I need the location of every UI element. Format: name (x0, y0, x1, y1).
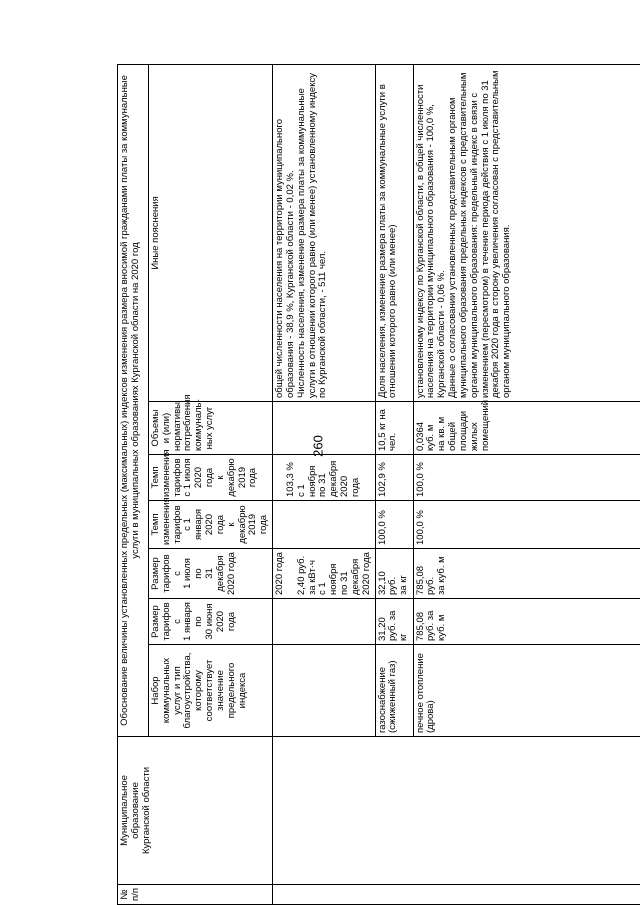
header-number: № п/п (118, 885, 273, 905)
page-number: 260 (310, 435, 326, 457)
table-row-1-growth-jan: 100,0 % (375, 501, 413, 549)
index-justification-table (117, 64, 640, 905)
cell-number (273, 885, 640, 905)
header-notes: Иные пояснения (149, 64, 273, 401)
table-row-1-tariff-jul-dec: 32,10 руб. за кг (375, 549, 413, 599)
cell-municipality (273, 737, 640, 885)
header-tariff-jan-jun: Размер тарифов с 1 января по 30 июня 2020 года (149, 599, 273, 645)
header-growth-jan: Темп изменения тарифов с 1 января 2020 года к декабрю 2019 года (149, 501, 273, 549)
header-volumes: Объемы и (или) нормативы потребления коммуналь- ных услуг (149, 402, 273, 455)
table-row-0-volumes (273, 402, 375, 455)
table-row-0-tariff-jan-jun (273, 599, 375, 645)
table-row-1-volumes: 10,5 кг на чел. (375, 402, 413, 455)
table-row-2-services: печное отопление (дрова) (413, 645, 640, 737)
table-row-2-notes: установленному индексу по Курганской области, в общей численности населения на территории муниципального образования - 100,0 %, Курганской области - 0,06 %. Данные о согласовании установленных представительным органом муниципального образования предельных индексов с представительным органом муниципального образования: предельный индекс в связи с изменением (пересмотром) в течение периода действия с 1 июля по 31 декабря 2020 года в сторону увеличения согласован с представительным органом муниципального образования. (413, 64, 640, 401)
table-row-2-tariff-jul-dec: 785,08 руб. за куб. м (413, 549, 640, 599)
table-row-0-notes: общей численности населения на территории муниципального образования - 38,9 %, Курганской области - 0,02 %. Численность населения, изменение размера платы за коммунальные услуги в отношении которого равно (или менее) установленному индексу по Курганской области, - 511 чел. (273, 64, 375, 401)
table-row-2-volumes: 0,0364 куб. м на кв. м общей площади жилых помещений (413, 402, 640, 455)
table-row-1-notes: Доля населения, изменение размера платы за коммунальные услуги в отношении которого равно (или менее) (375, 64, 413, 401)
table-row-2-growth-jul: 100,0 % (413, 455, 640, 501)
table-row-0-growth-jul: 103,3 % с 1 ноября по 31 декабря 2020 года (273, 455, 375, 501)
header-tariff-jul-dec: Размер тарифов с 1 июля по 31 декабря 2020 года (149, 549, 273, 599)
table-row-1-services: газоснабжение (сжиженный газ) (375, 645, 413, 737)
table-row-2-growth-jan: 100,0 % (413, 501, 640, 549)
header-municipality: Муниципальное образование Курганской области (118, 737, 273, 885)
header-growth-jul: Темп изменения тарифов с 1 июля 2020 года к декабрю 2019 года (149, 455, 273, 501)
table-row-0-tariff-jul-dec: 2020 года 2,40 руб. за кВт·ч с 1 ноября по 31 декабря 2020 года (273, 549, 375, 599)
table-row-0-growth-jan (273, 501, 375, 549)
table-row-1-tariff-jan-jun: 31,20 руб. за кг (375, 599, 413, 645)
table-row-0-services (273, 645, 375, 737)
table-caption: Обоснование величины установленных предельных (максимальных) индексов изменения размера вносимой гражданами платы за коммунальные услуги в муниципальных образованиях Курганской области на 2020 год (118, 64, 149, 736)
rotated-sheet (117, 65, 597, 905)
table-row-2-tariff-jan-jun: 785,08 руб. за куб. м (413, 599, 640, 645)
table-row-1-growth-jul: 102,9 % (375, 455, 413, 501)
header-services: Набор коммунальных услуг и тип благоустройства, которому соответствует значение предельного индекса (149, 645, 273, 737)
